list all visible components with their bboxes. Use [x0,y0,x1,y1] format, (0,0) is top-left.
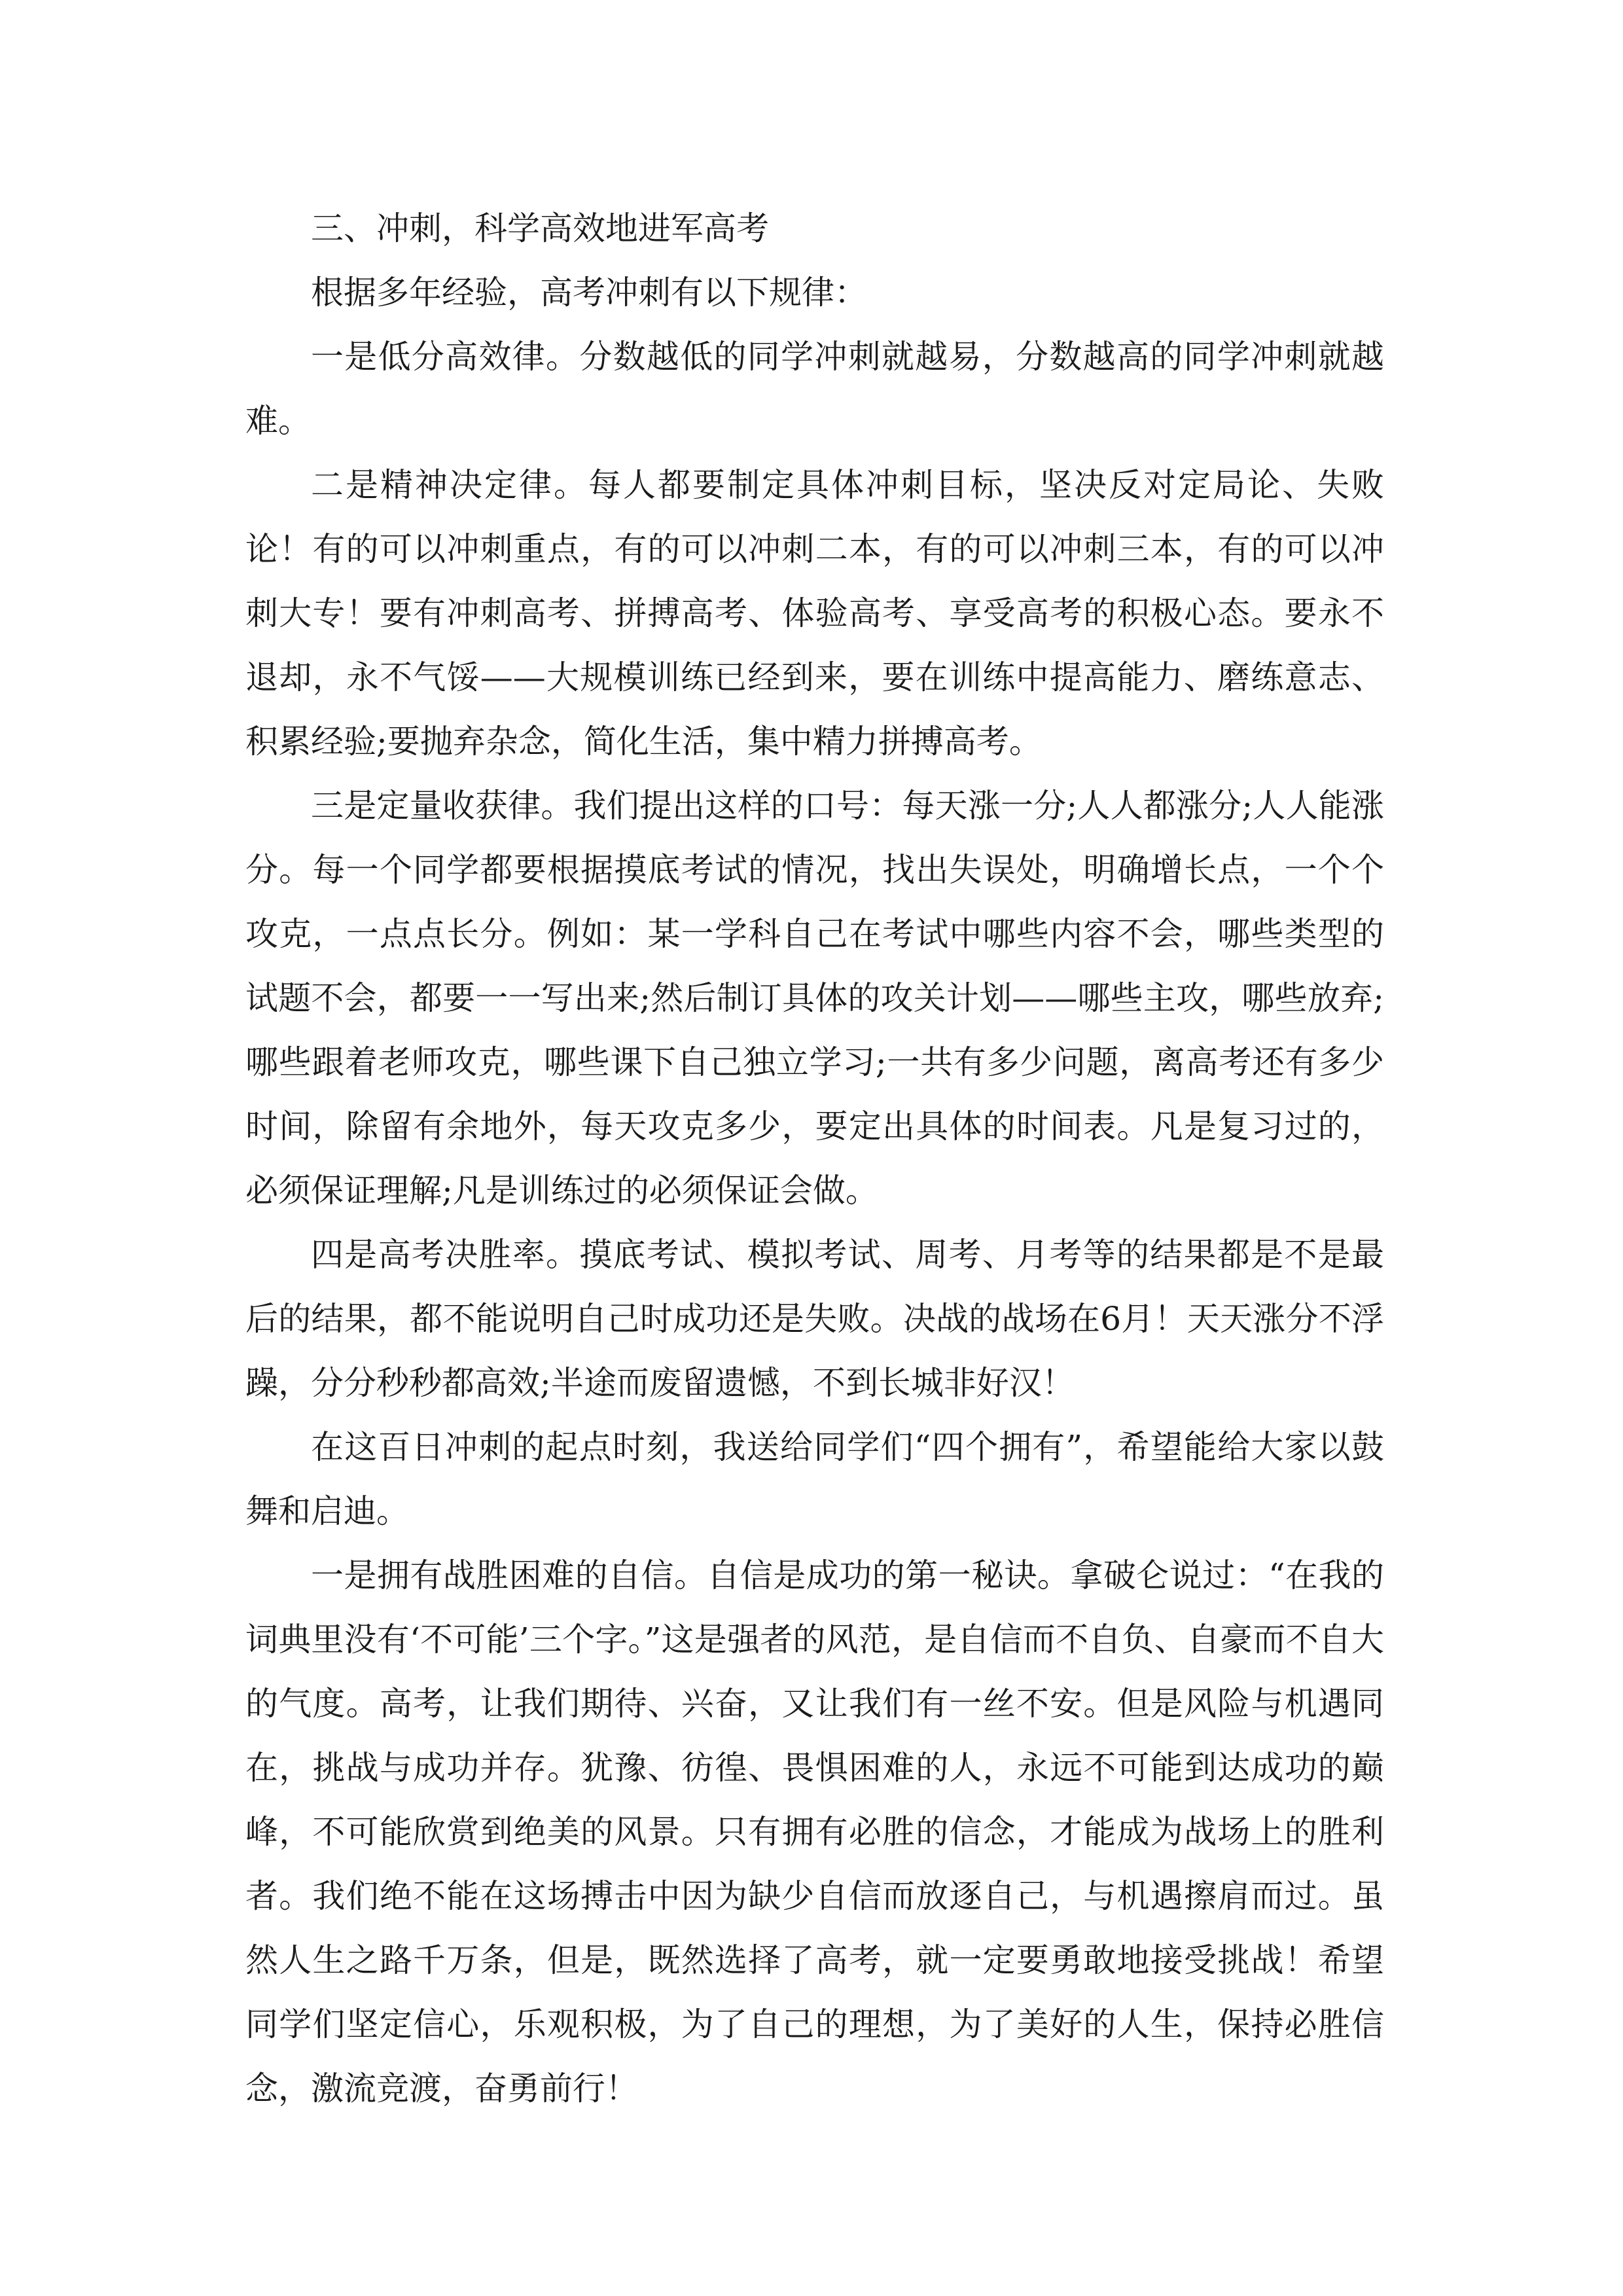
paragraph-rule-1: 一是低分高效律。分数越低的同学冲刺就越易，分数越高的同学冲刺就越难。 [245,338,1384,440]
paragraph-intro: 根据多年经验，高考冲刺有以下规律： [311,274,867,312]
section-heading: 三、冲刺，科学高效地进军高考 [311,209,769,247]
paragraph-four-haves: 在这百日冲刺的起点时刻，我送给同学们“四个拥有”，希望能给大家以鼓舞和启迪。 [245,1428,1384,1530]
paragraph-rule-3: 三是定量收获律。我们提出这样的口号：每天涨一分;人人都涨分;人人能涨分。每一个同学都要根据摸底考试的情况，找出失误处，明确增长点，一个个攻克，一点点长分。例如：某一学科自己在考试中哪些内容不会，哪些类型的试题不会，都要一一写出来;然后制订具体的攻关计划——哪些主攻，哪些放弃;哪些跟着老师攻克，哪些课下自己独立学习;一共有多少问题，离高考还有多少时间，除留有余地外，每天攻克多少，要定出具体的时间表。凡是复习过的，必须保证理解;凡是训练过的必须保证会做。 [245,787,1384,1210]
paragraph-confidence: 一是拥有战胜困难的自信。自信是成功的第一秘诀。拿破仑说过：“在我的词典里没有‘不可能’三个字。”这是强者的风范，是自信而不自负、自豪而不自大的气度。高考，让我们期待、兴奋，又让我们有一丝不安。但是风险与机遇同在，挑战与成功并存。犹豫、彷徨、畏惧困难的人，永远不可能到达成功的巅峰，不可能欣赏到绝美的风景。只有拥有必胜的信念，才能成为战场上的胜利者。我们绝不能在这场搏击中因为缺少自信而放逐自己，与机遇擦肩而过。虽然人生之路千万条，但是，既然选择了高考，就一定要勇敢地接受挑战！希望同学们坚定信心，乐观积极，为了自己的理想，为了美好的人生，保持必胜信念，激流竞渡，奋勇前行！ [245,1556,1384,2108]
paragraph-rule-2: 二是精神决定律。每人都要制定具体冲刺目标，坚决反对定局论、失败论！有的可以冲刺重点，有的可以冲刺二本，有的可以冲刺三本，有的可以冲刺大专！要有冲刺高考、拼搏高考、体验高考、享受高考的积极心态。要永不退却，永不气馁——大规模训练已经到来，要在训练中提高能力、磨练意志、积累经验;要抛弃杂念，简化生活，集中精力拼搏高考。 [245,466,1384,761]
paragraph-rule-4: 四是高考决胜率。摸底考试、模拟考试、周考、月考等的结果都是不是最后的结果，都不能说明自己时成功还是失败。决战的战场在6月！天天涨分不浮躁，分分秒秒都高效;半途而废留遗憾，不到长城非好汉！ [245,1236,1384,1402]
document-body [245,196,1384,2121]
